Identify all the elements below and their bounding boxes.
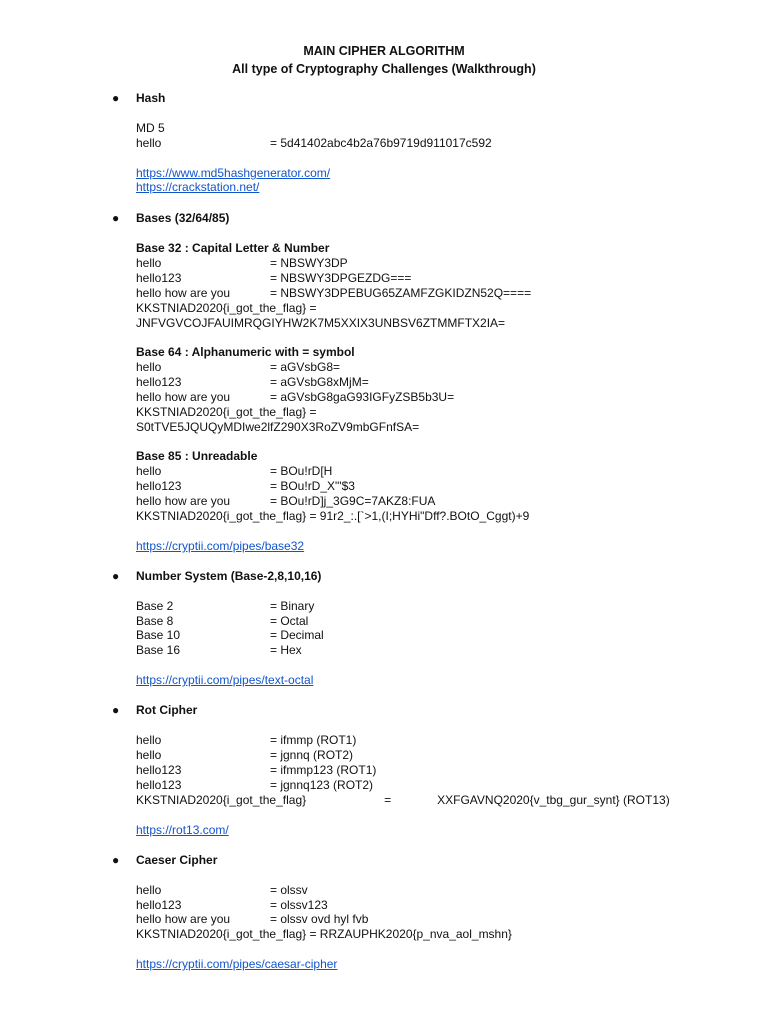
number-system-row (136, 614, 308, 629)
row-key: hello123 (136, 898, 182, 912)
base32-row (136, 256, 348, 271)
row-value: = Octal (270, 614, 309, 628)
link-md5hashgenerator[interactable]: https://www.md5hashgenerator.com/ (136, 166, 331, 180)
link-cryptii-base32[interactable]: https://cryptii.com/pipes/base32 (136, 539, 305, 553)
base32-flag-value: JNFVGVCOJFAUIMRQGIYHW2K7M5XXIX3UNBSV6ZTMMFTX2IA= (136, 316, 506, 330)
section-heading-number-system: Number System (Base-2,8,10,16) (136, 569, 322, 583)
base64-flag-value: S0tTVE5JQUQyMDIwe2lfZ290X3RoZV9mbGFnfSA= (136, 420, 420, 434)
bullet-icon: ● (112, 91, 120, 105)
link-rot13[interactable]: https://rot13.com/ (136, 823, 229, 837)
row-key: hello how are you (136, 286, 231, 300)
base85-row (136, 494, 435, 509)
rot-flag-equals: = (384, 793, 392, 807)
row-value: = Decimal (270, 628, 324, 642)
section-heading-bases: Bases (32/64/85) (136, 211, 230, 225)
row-value: = NBSWY3DPEBUG65ZAMFZGKIDZN52Q==== (270, 286, 532, 300)
bullet-icon: ● (112, 703, 120, 717)
link-cryptii-caesar[interactable]: https://cryptii.com/pipes/caesar-cipher (136, 957, 338, 971)
title-line-2: All type of Cryptography Challenges (Walkthrough) (232, 62, 536, 76)
base64-heading: Base 64 : Alphanumeric with = symbol (136, 345, 355, 359)
link-cryptii-text-octal[interactable]: https://cryptii.com/pipes/text-octal (136, 673, 314, 687)
row-value: = olssv123 (270, 898, 328, 912)
row-key: hello123 (136, 763, 182, 777)
hash-subheading: MD 5 (136, 121, 165, 135)
row-key: hello how are you (136, 390, 231, 404)
section-heading-caesar: Caeser Cipher (136, 853, 218, 867)
row-value: = olssv ovd hyl fvb (270, 912, 369, 926)
rot-flag-left: KKSTNIAD2020{i_got_the_flag} (136, 793, 307, 807)
rot-row (136, 763, 376, 778)
row-key: hello123 (136, 778, 182, 792)
row-value: = 5d41402abc4b2a76b9719d911017c592 (270, 136, 492, 150)
row-value: = ifmmp123 (ROT1) (270, 763, 377, 777)
row-key: hello123 (136, 479, 182, 493)
bullet-icon: ● (112, 569, 120, 583)
row-key: hello how are you (136, 912, 231, 926)
row-key: Base 2 (136, 599, 174, 613)
row-key: hello (136, 360, 162, 374)
bullet-icon: ● (112, 211, 120, 225)
base32-flag-line: KKSTNIAD2020{i_got_the_flag} = (136, 301, 317, 315)
row-value: = Binary (270, 599, 315, 613)
row-value: = jgnnq123 (ROT2) (270, 778, 374, 792)
rot-flag-right: XXFGAVNQ2020{v_tbg_gur_synt} (ROT13) (437, 793, 670, 807)
title-block (0, 42, 768, 78)
row-value: = NBSWY3DP (270, 256, 348, 270)
caesar-row (136, 912, 368, 927)
link-crackstation[interactable]: https://crackstation.net/ (136, 180, 260, 194)
base85-heading: Base 85 : Unreadable (136, 449, 258, 463)
row-key: hello (136, 748, 162, 762)
row-key: Base 16 (136, 643, 181, 657)
row-value: = BOu!rD[H (270, 464, 333, 478)
rot-flag-line (136, 793, 670, 808)
row-value: = olssv (270, 883, 308, 897)
number-system-row (136, 628, 324, 643)
base64-row (136, 390, 454, 405)
caesar-row (136, 883, 308, 898)
row-key: hello123 (136, 375, 182, 389)
rot-row (136, 748, 353, 763)
section-heading-hash: Hash (136, 91, 166, 105)
row-value: = aGVsbG8= (270, 360, 341, 374)
base85-flag-line: KKSTNIAD2020{i_got_the_flag} = 91r2_:.[`>1,(I;HYHi"Dff?.BOtO_Cggt)+9 (136, 509, 530, 523)
section-heading-rot: Rot Cipher (136, 703, 198, 717)
row-key: hello (136, 256, 162, 270)
base64-row (136, 360, 340, 375)
row-value: = BOu!rD]j_3G9C=7AKZ8:FUA (270, 494, 436, 508)
row-value: = BOu!rD_X"'$3 (270, 479, 355, 493)
row-key: hello123 (136, 271, 182, 285)
row-key: Base 10 (136, 628, 181, 642)
base85-row (136, 464, 332, 479)
base32-row (136, 286, 531, 301)
caesar-flag-line: KKSTNIAD2020{i_got_the_flag} = RRZAUPHK2020{p_nva_aol_mshn} (136, 927, 512, 941)
row-key: hello (136, 883, 162, 897)
number-system-row (136, 599, 314, 614)
row-value: = aGVsbG8gaG93IGFyZSB5b3U= (270, 390, 455, 404)
row-value: = ifmmp (ROT1) (270, 733, 357, 747)
base32-row (136, 271, 411, 286)
base64-flag-line: KKSTNIAD2020{i_got_the_flag} = (136, 405, 317, 419)
row-key: hello (136, 464, 162, 478)
base64-row (136, 375, 369, 390)
row-value: = Hex (270, 643, 302, 657)
rot-row (136, 733, 356, 748)
row-value: = NBSWY3DPGEZDG=== (270, 271, 412, 285)
row-value: = jgnnq (ROT2) (270, 748, 354, 762)
caesar-row (136, 898, 328, 913)
row-key: hello how are you (136, 494, 231, 508)
title-line-1: MAIN CIPHER ALGORITHM (303, 44, 465, 58)
bullet-icon: ● (112, 853, 120, 867)
base32-heading: Base 32 : Capital Letter & Number (136, 241, 330, 255)
rot-row (136, 778, 373, 793)
row-key: hello (136, 136, 162, 150)
row-value: = aGVsbG8xMjM= (270, 375, 369, 389)
base85-row (136, 479, 355, 494)
hash-row (136, 136, 492, 151)
row-key: hello (136, 733, 162, 747)
number-system-row (136, 643, 302, 658)
row-key: Base 8 (136, 614, 174, 628)
